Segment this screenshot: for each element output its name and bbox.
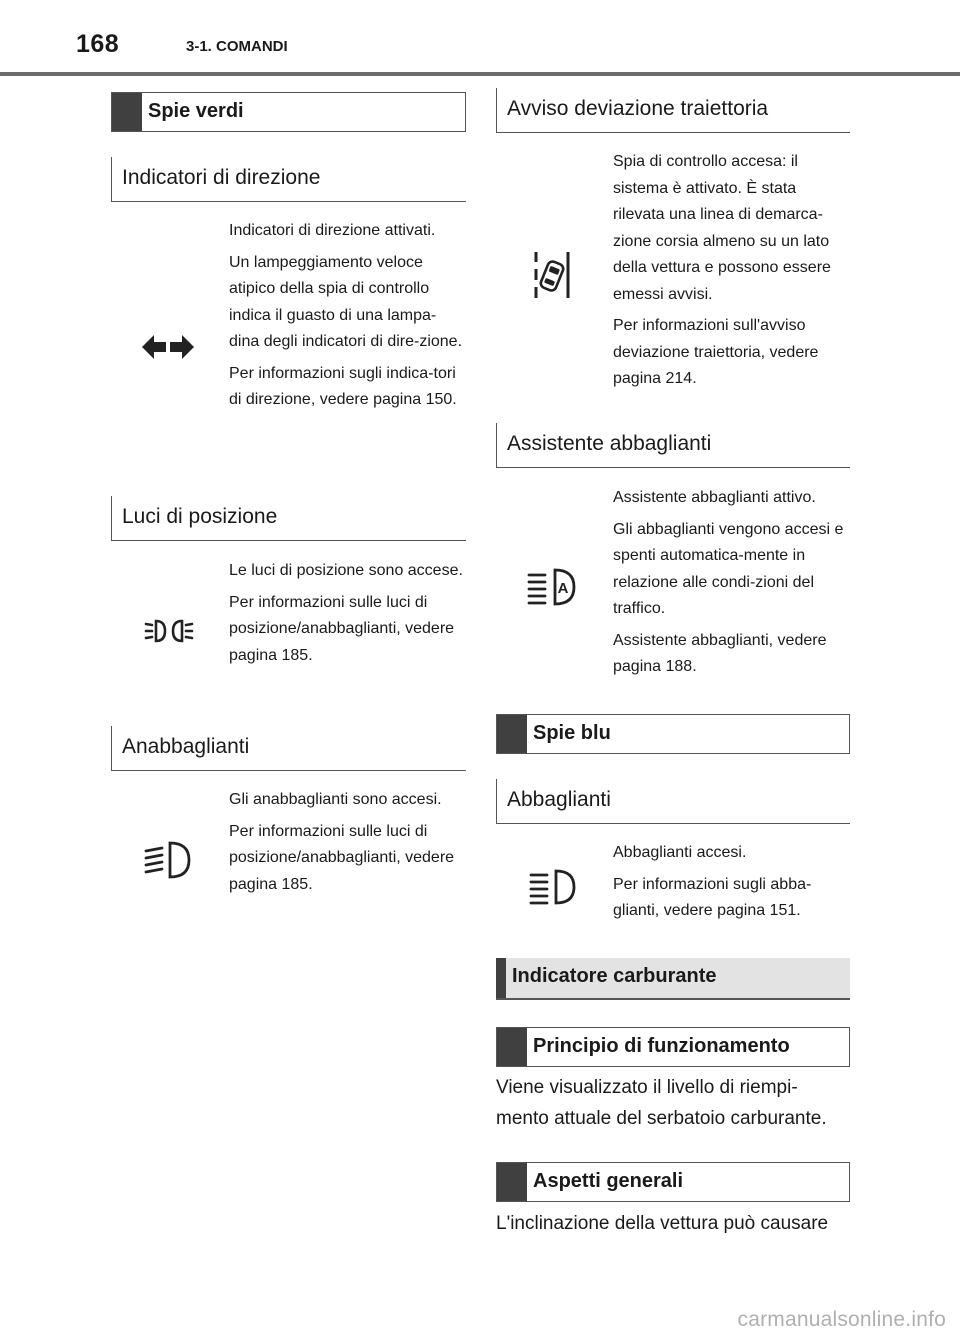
heading-avviso-deviazione xyxy=(496,88,850,133)
description-line: Assistente abbaglianti attivo. xyxy=(613,489,816,506)
heading-text: Abbaglianti xyxy=(507,788,611,811)
watermark: carmanualsonline.info xyxy=(737,1308,946,1331)
description-line: Assistente abbaglianti, vedere pagina 188. xyxy=(613,631,827,675)
description-assistente-abbaglianti xyxy=(613,485,849,686)
description-line: Spia di controllo accesa: il sistema è attivato. È stata rilevata una linea di demarca-zione corsia almeno su un lato della vettura e possono essere emessi avvisi. xyxy=(613,153,831,303)
header-divider xyxy=(0,72,960,76)
chapter-title: 3-1. COMANDI xyxy=(186,38,288,55)
lane-departure-icon xyxy=(531,248,573,302)
svg-text:A: A xyxy=(557,580,569,597)
heading-anabbaglianti xyxy=(111,726,466,771)
description-line: Per informazioni sugli indica-tori di direzione, vedere pagina 150. xyxy=(229,364,457,408)
section-title: Indicatore carburante xyxy=(512,965,717,987)
section-bar xyxy=(496,958,506,998)
description-avviso-deviazione xyxy=(613,149,849,398)
principle-paragraph: Viene visualizzato il livello di riempi-mento attuale del serbatoio carburante. xyxy=(496,1077,827,1129)
heading-assistente-abbaglianti xyxy=(496,423,850,468)
heading-indicatori-direzione xyxy=(111,157,466,202)
general-paragraph: L'inclinazione della vettura può causare xyxy=(496,1213,829,1234)
section-bar xyxy=(497,1163,527,1201)
section-title: Spie blu xyxy=(533,722,611,744)
section-spie-blu xyxy=(496,714,850,754)
section-aspetti-generali xyxy=(496,1162,850,1202)
section-bar xyxy=(497,715,527,753)
position-lights-icon xyxy=(144,618,194,644)
high-beam-icon xyxy=(529,868,577,906)
heading-text: Assistente abbaglianti xyxy=(507,432,712,455)
description-line: Abbaglianti accesi. xyxy=(613,844,747,861)
description-line: Gli abbaglianti vengono accesi e spenti automatica-mente in relazione alle condi-zioni del traffico. xyxy=(613,520,844,617)
description-line: Per informazioni sulle luci di posizione/anabbaglianti, vedere pagina 185. xyxy=(229,593,455,664)
section-title: Aspetti generali xyxy=(533,1170,684,1192)
heading-text: Anabbaglianti xyxy=(122,735,250,758)
description-line: Per informazioni sugli abba-glianti, vedere pagina 151. xyxy=(613,875,812,919)
description-indicatori-direzione xyxy=(229,218,465,419)
section-spie-verdi xyxy=(111,92,466,132)
description-line: Per informazioni sulle luci di posizione/anabbaglianti, vedere pagina 185. xyxy=(229,822,455,893)
section-indicatore-carburante xyxy=(496,958,850,1000)
description-line: Indicatori di direzione attivati. xyxy=(229,222,436,239)
heading-text: Indicatori di direzione xyxy=(122,166,321,189)
section-bar xyxy=(497,1028,527,1066)
description-line: Le luci di posizione sono accese. xyxy=(229,562,463,579)
low-beam-icon xyxy=(144,840,192,880)
heading-abbaglianti xyxy=(496,779,850,824)
heading-text: Luci di posizione xyxy=(122,505,278,528)
description-anabbaglianti xyxy=(229,787,465,903)
turn-signal-arrows-icon xyxy=(142,334,194,360)
page-number: 168 xyxy=(76,30,120,58)
section-principio-funzionamento xyxy=(496,1027,850,1067)
description-line: Per informazioni sull'avviso deviazione traiettoria, vedere pagina 214. xyxy=(613,317,819,387)
high-beam-assist-icon xyxy=(527,567,577,607)
heading-text: Avviso deviazione traiettoria xyxy=(507,97,769,120)
description-line: Un lampeggiamento veloce atipico della spia di controllo indica il guasto di una lampa-dina degli indicatori di dire-zione. xyxy=(229,253,463,350)
description-luci-posizione xyxy=(229,558,465,674)
heading-luci-posizione xyxy=(111,496,466,541)
section-bar xyxy=(112,93,142,131)
description-abbaglianti xyxy=(613,840,849,930)
description-line: Gli anabbaglianti sono accesi. xyxy=(229,791,442,808)
section-title: Principio di funzionamento xyxy=(533,1035,790,1057)
section-title: Spie verdi xyxy=(148,100,244,122)
